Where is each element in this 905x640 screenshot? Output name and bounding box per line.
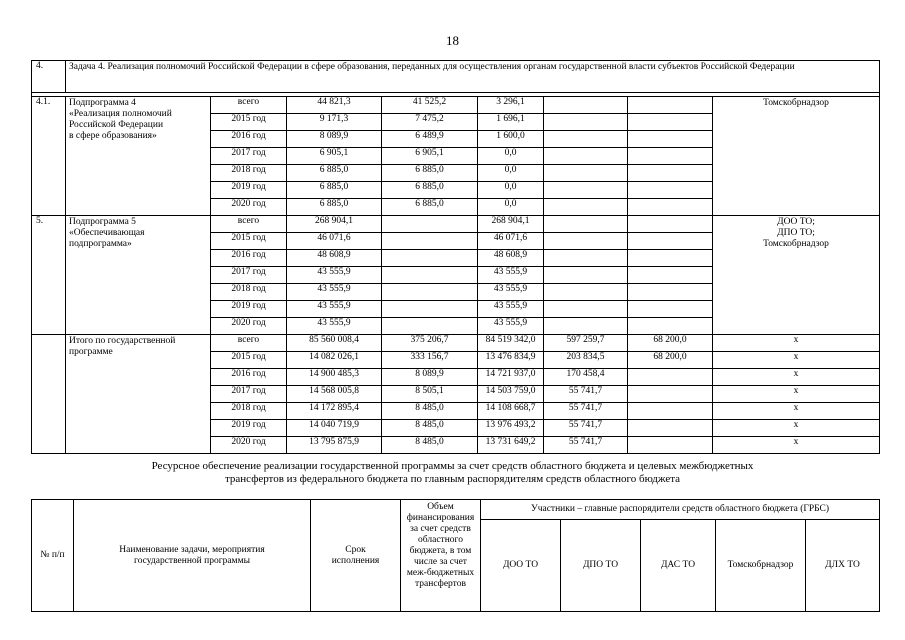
value-cell-total: 48 608,9 <box>287 250 382 267</box>
page-number: 18 <box>446 33 459 48</box>
period-cell: 2020 год <box>211 199 287 216</box>
period-cell: 2019 год <box>211 420 287 437</box>
value-cell-extra <box>628 216 713 233</box>
value-cell-extra: 68 200,0 <box>628 335 713 352</box>
value-cell-fed <box>382 267 478 284</box>
responsible-cell: х <box>713 437 880 454</box>
value-cell-extra <box>628 131 713 148</box>
value-cell-mun <box>544 199 628 216</box>
value-cell-fed: 6 885,0 <box>382 182 478 199</box>
period-cell: 2020 год <box>211 318 287 335</box>
value-cell-extra <box>628 403 713 420</box>
value-cell-total: 6 905,1 <box>287 148 382 165</box>
responsible-cell: х <box>713 369 880 386</box>
value-cell-fed <box>382 216 478 233</box>
value-cell-fed: 6 489,9 <box>382 131 478 148</box>
header-participant-dlh: ДЛХ ТО <box>806 520 880 612</box>
value-cell-reg: 43 555,9 <box>478 267 544 284</box>
value-cell-fed <box>382 284 478 301</box>
value-cell-reg: 0,0 <box>478 182 544 199</box>
value-cell-fed: 375 206,7 <box>382 335 478 352</box>
grbs-table <box>31 499 880 612</box>
period-cell: 2020 год <box>211 437 287 454</box>
value-cell-reg: 3 296,1 <box>478 97 544 114</box>
value-cell-total: 9 171,3 <box>287 114 382 131</box>
value-cell-fed <box>382 318 478 335</box>
responsible-cell: Томскобрнадзор <box>713 97 880 216</box>
header-term: Срок исполнения <box>311 500 401 612</box>
value-cell-reg: 1 696,1 <box>478 114 544 131</box>
period-cell: 2017 год <box>211 386 287 403</box>
caption-line-2: трансфертов из федерального бюджета по главным распорядителям средств областного бюджета <box>224 473 681 485</box>
value-cell-mun <box>544 114 628 131</box>
period-cell: 2015 год <box>211 352 287 369</box>
value-cell-extra <box>628 97 713 114</box>
value-cell-extra <box>628 267 713 284</box>
value-cell-total: 14 568 005,8 <box>287 386 382 403</box>
value-cell-reg: 14 108 668,7 <box>478 403 544 420</box>
section-caption <box>0 460 905 486</box>
period-cell: 2016 год <box>211 131 287 148</box>
value-cell-reg: 268 904,1 <box>478 216 544 233</box>
value-cell-reg: 13 976 493,2 <box>478 420 544 437</box>
value-cell-mun <box>544 250 628 267</box>
responsible-cell: ДОО ТО; ДПО ТО; Томскобрнадзор <box>713 216 880 335</box>
value-cell-extra <box>628 114 713 131</box>
value-cell-mun: 55 741,7 <box>544 403 628 420</box>
task-row <box>32 61 880 93</box>
value-cell-extra <box>628 318 713 335</box>
value-cell-mun <box>544 318 628 335</box>
header-participant-doo: ДОО ТО <box>481 520 561 612</box>
value-cell-extra <box>628 386 713 403</box>
value-cell-extra <box>628 199 713 216</box>
value-cell-extra <box>628 437 713 454</box>
value-cell-mun <box>544 97 628 114</box>
value-cell-extra <box>628 165 713 182</box>
value-cell-mun <box>544 284 628 301</box>
value-cell-mun <box>544 182 628 199</box>
header-name: Наименование задачи, мероприятия государственной программы <box>74 500 311 612</box>
value-cell-mun: 55 741,7 <box>544 386 628 403</box>
caption-line-1: Ресурсное обеспечение реализации государственной программы за счет средств областного бюджета и целевых межбюджетных <box>151 460 754 472</box>
value-cell-total: 43 555,9 <box>287 267 382 284</box>
value-cell-mun <box>544 165 628 182</box>
period-cell: 2018 год <box>211 284 287 301</box>
resource-table <box>31 60 880 454</box>
value-cell-reg: 43 555,9 <box>478 284 544 301</box>
value-cell-fed: 8 505,1 <box>382 386 478 403</box>
value-cell-fed: 8 089,9 <box>382 369 478 386</box>
value-cell-total: 14 172 895,4 <box>287 403 382 420</box>
responsible-cell: х <box>713 352 880 369</box>
value-cell-fed: 7 475,2 <box>382 114 478 131</box>
period-cell: 2015 год <box>211 114 287 131</box>
period-cell: 2017 год <box>211 267 287 284</box>
period-cell: 2019 год <box>211 182 287 199</box>
value-cell-mun: 203 834,5 <box>544 352 628 369</box>
period-cell: 2018 год <box>211 403 287 420</box>
value-cell-fed: 6 885,0 <box>382 199 478 216</box>
value-cell-extra <box>628 420 713 437</box>
value-cell-reg: 46 071,6 <box>478 233 544 250</box>
value-cell-extra <box>628 369 713 386</box>
value-cell-mun <box>544 233 628 250</box>
table-row <box>32 216 880 233</box>
value-cell-fed <box>382 301 478 318</box>
value-cell-extra <box>628 301 713 318</box>
value-cell-mun: 55 741,7 <box>544 420 628 437</box>
period-cell: всего <box>211 335 287 352</box>
value-cell-total: 8 089,9 <box>287 131 382 148</box>
period-cell: 2017 год <box>211 148 287 165</box>
value-cell-total: 44 821,3 <box>287 97 382 114</box>
value-cell-reg: 14 503 759,0 <box>478 386 544 403</box>
value-cell-total: 6 885,0 <box>287 165 382 182</box>
value-cell-reg: 48 608,9 <box>478 250 544 267</box>
value-cell-fed: 8 485,0 <box>382 437 478 454</box>
value-cell-mun: 597 259,7 <box>544 335 628 352</box>
value-cell-fed: 8 485,0 <box>382 403 478 420</box>
group-number <box>32 335 66 454</box>
value-cell-reg: 43 555,9 <box>478 318 544 335</box>
header-participant-tomskobrnadzor: Томскобрнадзор <box>716 520 806 612</box>
value-cell-mun: 55 741,7 <box>544 437 628 454</box>
period-cell: 2015 год <box>211 233 287 250</box>
period-cell: 2016 год <box>211 250 287 267</box>
task-number: 4. <box>32 61 66 93</box>
responsible-cell: х <box>713 386 880 403</box>
value-cell-total: 13 795 875,9 <box>287 437 382 454</box>
period-cell: 2018 год <box>211 165 287 182</box>
group-name: Подпрограмма 4 «Реализация полномочий Российской Федерации в сфере образования» <box>66 97 211 216</box>
value-cell-reg: 13 476 834,9 <box>478 352 544 369</box>
value-cell-fed: 8 485,0 <box>382 420 478 437</box>
value-cell-reg: 43 555,9 <box>478 301 544 318</box>
value-cell-mun: 170 458,4 <box>544 369 628 386</box>
value-cell-extra <box>628 284 713 301</box>
header-participant-dpo: ДПО ТО <box>561 520 641 612</box>
value-cell-total: 14 040 719,9 <box>287 420 382 437</box>
value-cell-mun <box>544 301 628 318</box>
task-text: Задача 4. Реализация полномочий Российской Федерации в сфере образования, переданных для осуществления органам государственной власти субъектов Российской Федерации <box>66 61 880 93</box>
value-cell-extra <box>628 250 713 267</box>
value-cell-total: 43 555,9 <box>287 284 382 301</box>
header-num: № п/п <box>32 500 74 612</box>
value-cell-reg: 0,0 <box>478 199 544 216</box>
value-cell-total: 14 900 485,3 <box>287 369 382 386</box>
value-cell-total: 46 071,6 <box>287 233 382 250</box>
group-number: 4.1. <box>32 97 66 216</box>
value-cell-total: 6 885,0 <box>287 199 382 216</box>
period-cell: всего <box>211 216 287 233</box>
value-cell-extra <box>628 182 713 199</box>
table-row <box>32 97 880 114</box>
value-cell-mun <box>544 148 628 165</box>
value-cell-reg: 0,0 <box>478 165 544 182</box>
value-cell-extra <box>628 233 713 250</box>
value-cell-fed: 333 156,7 <box>382 352 478 369</box>
value-cell-extra <box>628 148 713 165</box>
header-volume: Объем финансирования за счет средств областного бюджета, в том числе за счет меж-бюджетных трансфертов <box>401 500 481 612</box>
value-cell-mun <box>544 131 628 148</box>
responsible-cell: х <box>713 420 880 437</box>
group-number: 5. <box>32 216 66 335</box>
value-cell-fed <box>382 250 478 267</box>
value-cell-fed: 6 905,1 <box>382 148 478 165</box>
header-participant-das: ДАС ТО <box>641 520 716 612</box>
value-cell-fed <box>382 233 478 250</box>
value-cell-reg: 0,0 <box>478 148 544 165</box>
value-cell-mun <box>544 267 628 284</box>
value-cell-reg: 14 721 937,0 <box>478 369 544 386</box>
value-cell-reg: 13 731 649,2 <box>478 437 544 454</box>
period-cell: 2019 год <box>211 301 287 318</box>
responsible-cell: х <box>713 403 880 420</box>
header-participants: Участники – главные распорядители средств областного бюджета (ГРБС) <box>481 500 880 520</box>
value-cell-fed: 41 525,2 <box>382 97 478 114</box>
value-cell-fed: 6 885,0 <box>382 165 478 182</box>
value-cell-extra: 68 200,0 <box>628 352 713 369</box>
period-cell: всего <box>211 97 287 114</box>
period-cell: 2016 год <box>211 369 287 386</box>
group-name: Подпрограмма 5 «Обеспечивающая подпрограмма» <box>66 216 211 335</box>
value-cell-reg: 84 519 342,0 <box>478 335 544 352</box>
group-name: Итого по государственной программе <box>66 335 211 454</box>
responsible-cell: х <box>713 335 880 352</box>
value-cell-total: 43 555,9 <box>287 318 382 335</box>
value-cell-total: 43 555,9 <box>287 301 382 318</box>
value-cell-total: 85 560 008,4 <box>287 335 382 352</box>
value-cell-total: 6 885,0 <box>287 182 382 199</box>
table-row <box>32 335 880 352</box>
value-cell-total: 268 904,1 <box>287 216 382 233</box>
value-cell-reg: 1 600,0 <box>478 131 544 148</box>
value-cell-mun <box>544 216 628 233</box>
value-cell-total: 14 082 026,1 <box>287 352 382 369</box>
